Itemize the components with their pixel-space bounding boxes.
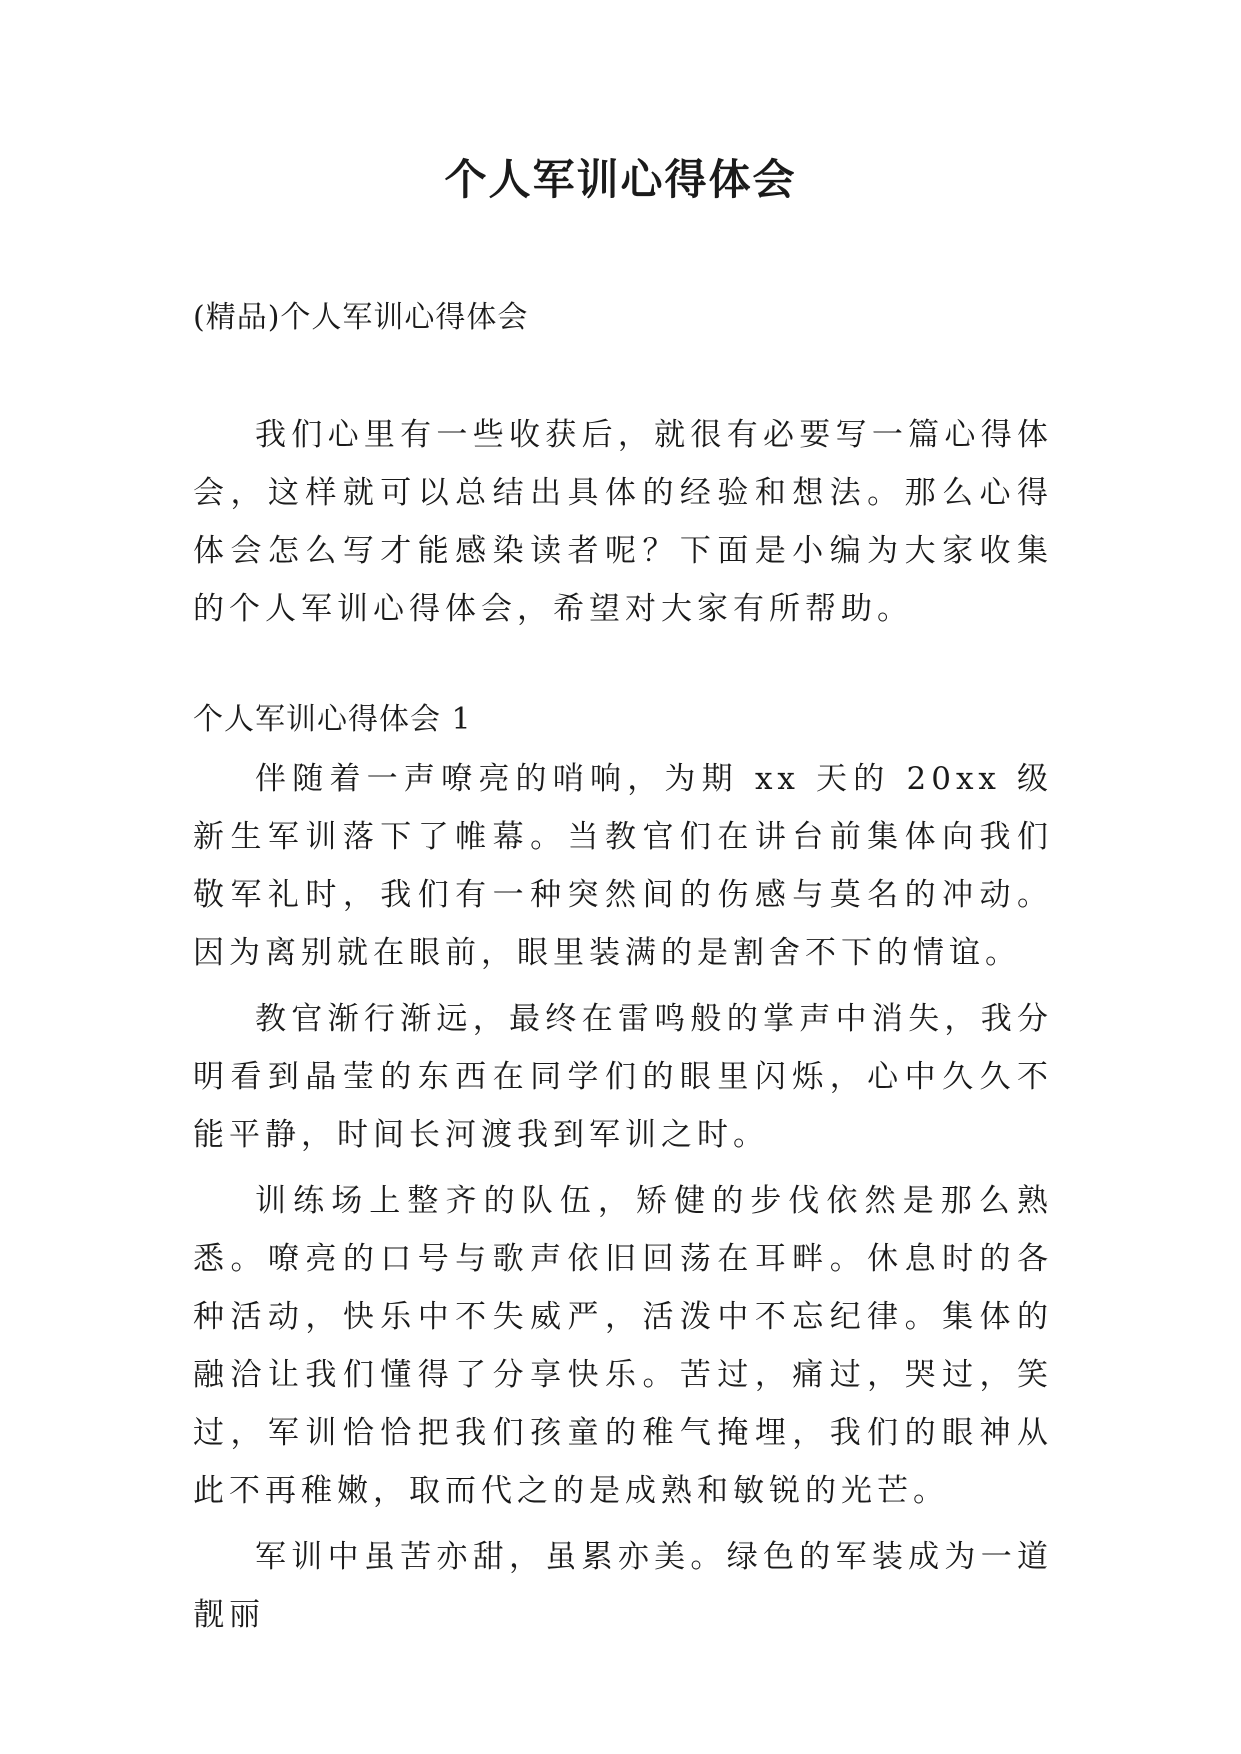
intro-paragraph: 我们心里有一些收获后，就很有必要写一篇心得体会，这样就可以总结出具体的经验和想法。那么心得体会怎么写才能感染读者呢？下面是小编为大家收集的个人军训心得体会，希望对大家有所帮助。	[193, 417, 1053, 627]
document-title: 个人军训心得体会	[444, 155, 797, 204]
section-body	[193, 750, 1053, 1644]
body-paragraph-4: 军训中虽苦亦甜，虽累亦美。绿色的军装成为一道靓丽	[193, 1539, 1053, 1633]
intro-block	[193, 406, 1053, 638]
body-paragraph-1: 伴随着一声嘹亮的哨响，为期 xx 天的 20xx 级新生军训落下了帷幕。当教官们在讲台前集体向我们敬军礼时，我们有一种突然间的伤感与莫名的冲动。因为离别就在眼前，眼里装满的是割舍不下的情谊。	[193, 761, 1053, 971]
body-paragraph-2: 教官渐行渐远，最终在雷鸣般的掌声中消失，我分明看到晶莹的东西在同学们的眼里闪烁，心中久久不能平静，时间长河渡我到军训之时。	[193, 1001, 1053, 1153]
body-paragraph-3: 训练场上整齐的队伍，矫健的步伐依然是那么熟悉。嘹亮的口号与歌声依旧回荡在耳畔。休息时的各种活动，快乐中不失威严，活泼中不忘纪律。集体的融洽让我们懂得了分享快乐。苦过，痛过，哭过，笑过，军训恰恰把我们孩童的稚气掩埋，我们的眼神从此不再稚嫩，取而代之的是成熟和敏锐的光芒。	[193, 1183, 1053, 1509]
document-subtitle: (精品)个人军训心得体会	[193, 300, 529, 335]
section-heading: 个人军训心得体会 1	[193, 702, 472, 737]
